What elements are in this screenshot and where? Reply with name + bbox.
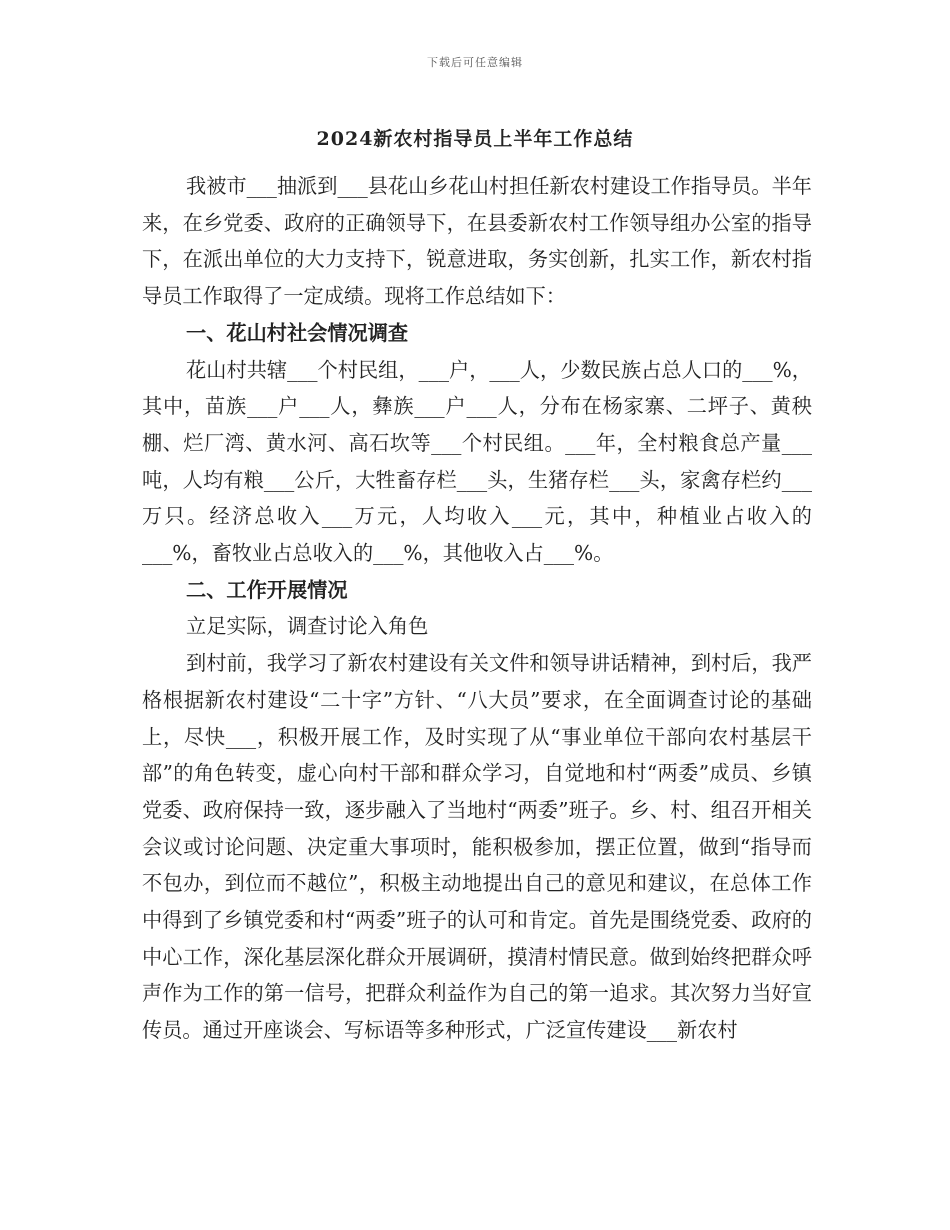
section-heading-2: 二、工作开展情况 (186, 577, 348, 602)
section-heading-1: 一、花山村社会情况调查 (186, 320, 409, 345)
paragraph-work-details: 到村前，我学习了新农村建设有关文件和领导讲话精神，到村后，我严格根据新农村建设“二十字”方针、“八大员”要求，在全面调查讨论的基础上，尽快___，积极开展工作，及时实现了从“事业单位干部向农村基层干部”的角色转变，虚心向村干部和群众学习，自觉地和村“两委”成员、乡镇党委、政府保持一致，逐步融入了当地村“两委”班子。乡、村、组召开相关会议或讨论问题、决定重大事项时，能积极参加，摆正位置，做到“指导而不包办，到位而不越位”，积极主动地提出自己的意见和建议，在总体工作中得到了乡镇党委和村“两委”班子的认可和肯定。首先是围绕党委、政府的中心工作，深化基层深化群众开展调研，摸清村情民意。做到始终把群众呼声作为工作的第一信号，把群众利益作为自己的第一追求。其次努力当好宣传员。通过开座谈会、写标语等多种形式，广泛宣传建设___新农村 (142, 651, 812, 1043)
paragraph-village-survey: 花山村共辖___个村民组，___户，___人，少数民族占总人口的___%，其中，苗族___户___人，彝族___户___人，分布在杨家寨、二坪子、黄秧棚、烂厂湾、黄水河、高石坎等___个村民组。___年，全村粮食总产量___吨，人均有粮___公斤，大牲畜存栏___头，生猪存栏___头，家禽存栏约___万只。经济总收入___万元，人均收入___元，其中，种植业占收入的___%，畜牧业占总收入的___%，其他收入占___%。 (142, 357, 812, 566)
header-note: 下载后可任意编辑 (427, 56, 523, 69)
document-title: 2024新农村指导员上半年工作总结 (316, 128, 634, 150)
paragraph-intro: 我被市___抽派到___县花山乡花山村担任新农村建设工作指导员。半年来，在乡党委、政府的正确领导下，在县委新农村工作领导组办公室的指导下，在派出单位的大力支持下，锐意进取，务实创新，扎实工作，新农村指导员工作取得了一定成绩。现将工作总结如下： (142, 174, 812, 309)
document-body (142, 168, 812, 1049)
subheading-role: 立足实际，调查讨论入角色 (186, 614, 429, 639)
